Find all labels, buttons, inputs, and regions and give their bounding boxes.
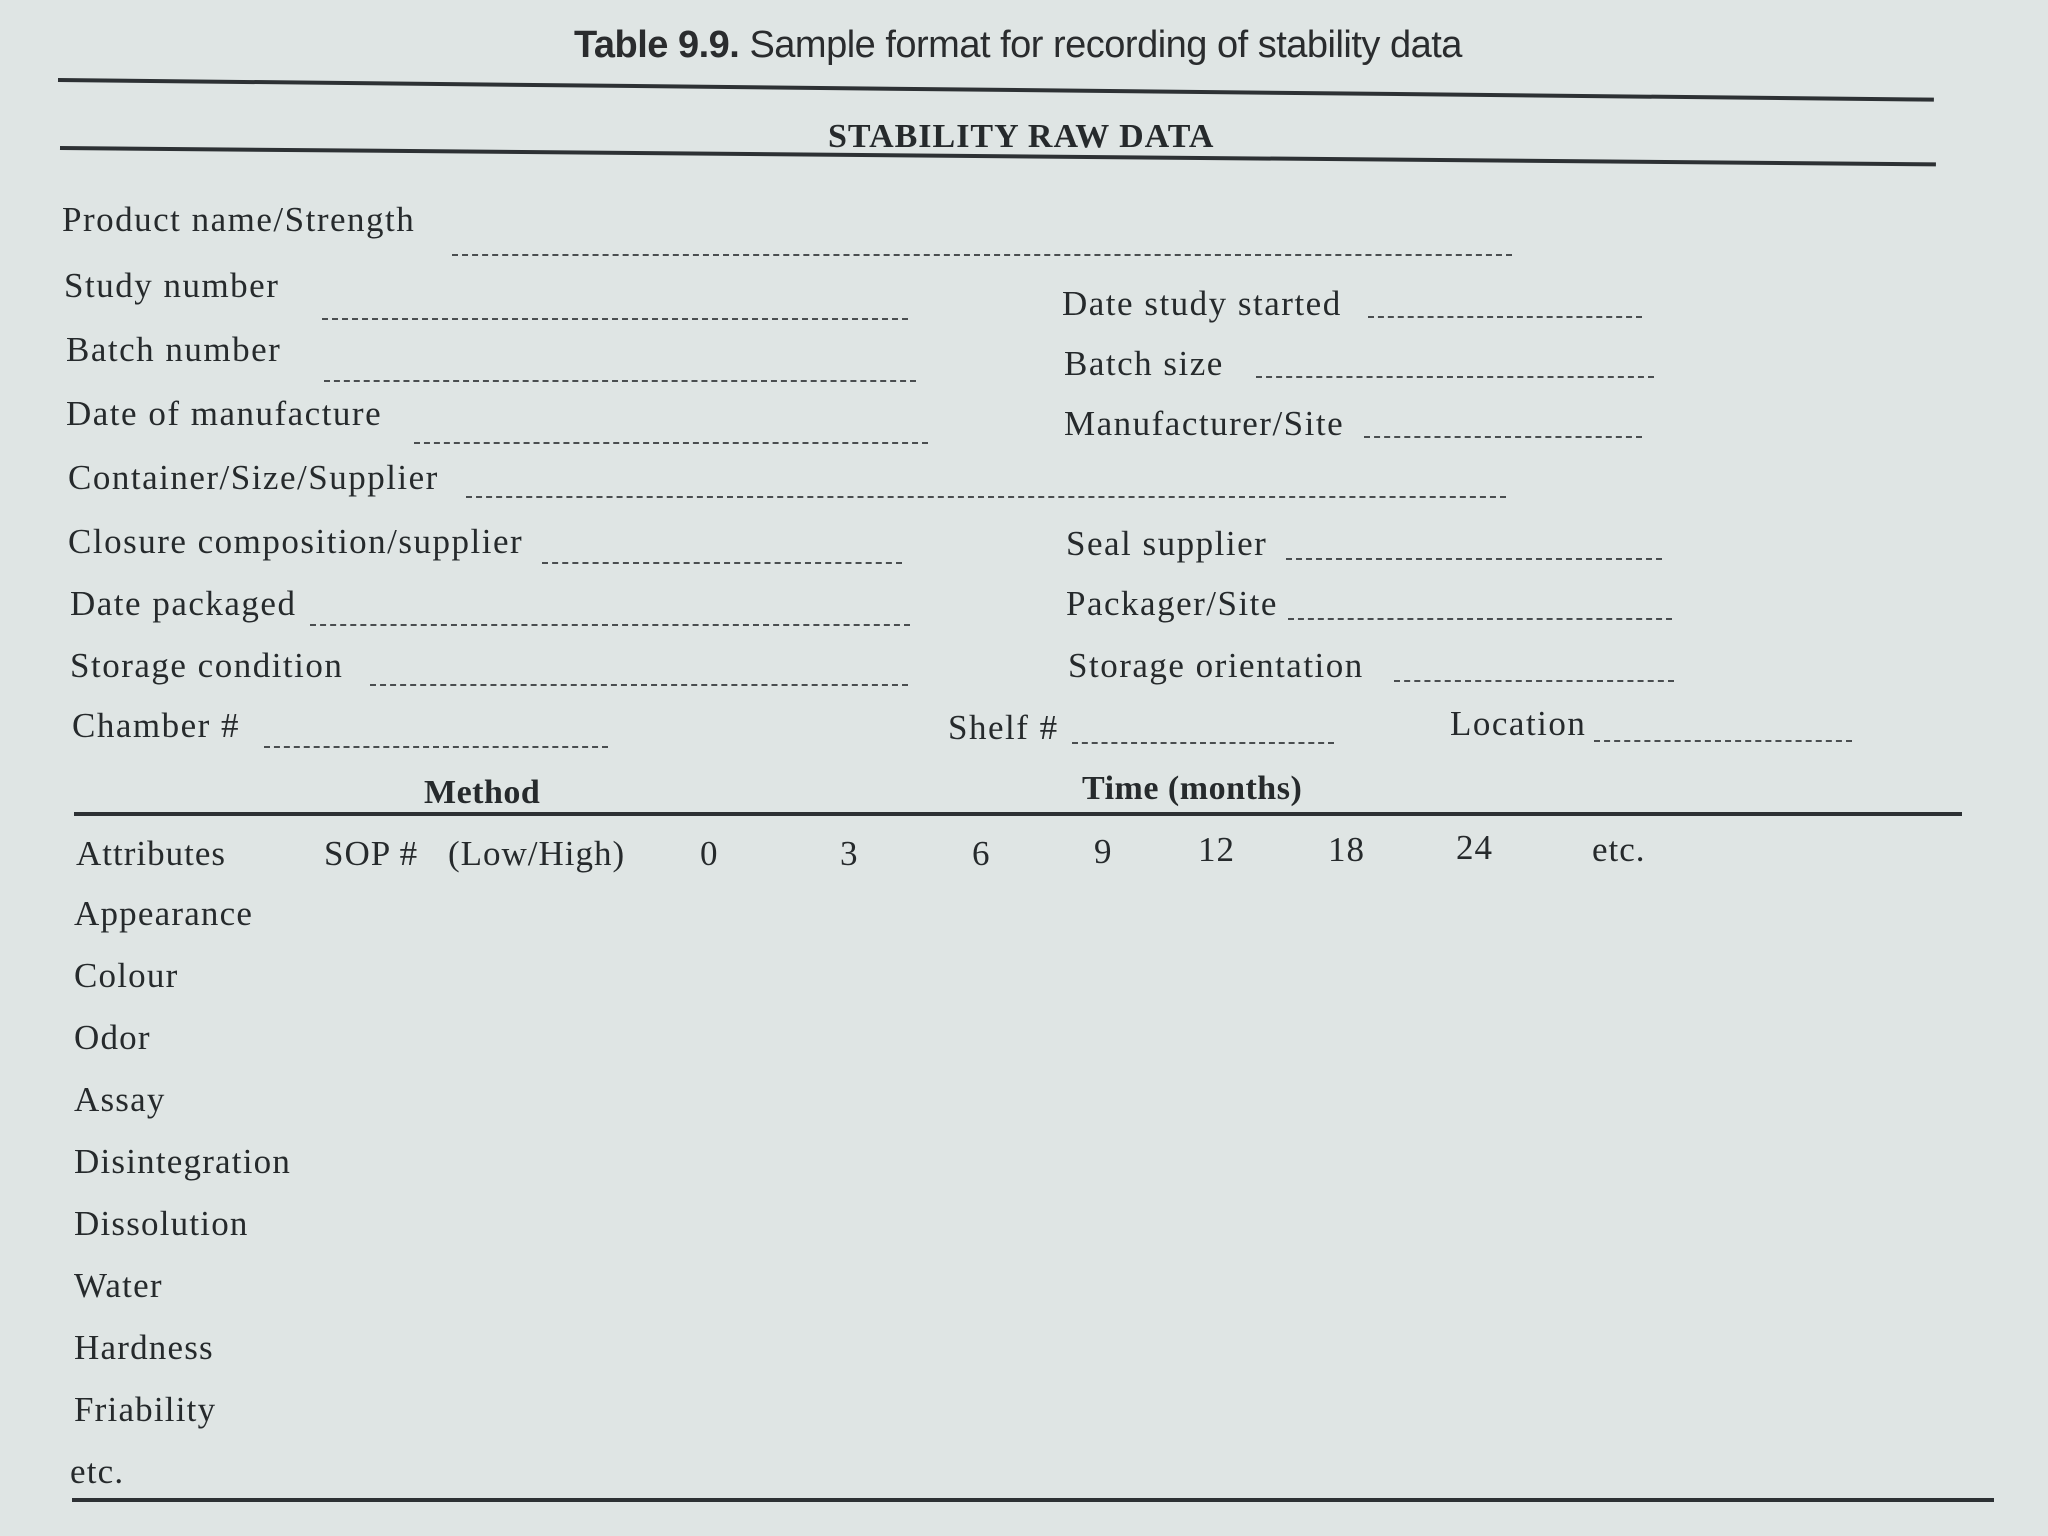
container-label: Container/Size/Supplier (68, 458, 439, 497)
time-header-9: 9 (1094, 832, 1113, 871)
time-header-12: 12 (1198, 830, 1235, 869)
seal-supplier-field[interactable] (1286, 558, 1662, 560)
attribute-row: Friability (74, 1390, 217, 1429)
time-header-3: 3 (840, 834, 859, 873)
chamber-field[interactable] (264, 746, 608, 748)
batch-size-label: Batch size (1064, 344, 1224, 383)
seal-supplier-label: Seal supplier (1066, 524, 1268, 563)
shelf-label: Shelf # (948, 708, 1059, 747)
date-of-manufacture-field[interactable] (414, 442, 928, 444)
time-header-etc: etc. (1592, 830, 1646, 869)
storage-orientation-label: Storage orientation (1068, 646, 1364, 685)
attribute-row: Appearance (74, 894, 254, 933)
storage-condition-label: Storage condition (70, 646, 344, 685)
time-header-6: 6 (972, 834, 991, 873)
closure-field[interactable] (542, 562, 902, 564)
date-packaged-label: Date packaged (70, 584, 297, 623)
attribute-row: Hardness (74, 1328, 214, 1367)
closure-label: Closure composition/supplier (68, 522, 524, 561)
low-high-header: (Low/High) (448, 834, 626, 873)
product-name-field[interactable] (452, 254, 1512, 256)
table-number: Table 9.9. (574, 24, 740, 66)
study-number-field[interactable] (322, 318, 908, 320)
time-header-18: 18 (1328, 830, 1365, 869)
attribute-row: Water (74, 1266, 163, 1305)
form-heading: STABILITY RAW DATA (828, 118, 1215, 155)
manufacturer-site-label: Manufacturer/Site (1064, 404, 1345, 443)
storage-condition-field[interactable] (370, 684, 908, 686)
attributes-header: Attributes (76, 834, 226, 873)
shelf-field[interactable] (1072, 742, 1334, 744)
container-field[interactable] (466, 496, 1506, 498)
date-study-started-field[interactable] (1368, 316, 1642, 318)
batch-size-field[interactable] (1256, 376, 1654, 378)
time-header-0: 0 (700, 834, 719, 873)
table-bottom-rule (72, 1498, 1994, 1502)
manufacturer-site-field[interactable] (1364, 436, 1642, 438)
storage-orientation-field[interactable] (1394, 680, 1674, 682)
date-study-started-label: Date study started (1062, 284, 1342, 323)
table-caption (574, 24, 1462, 67)
packager-site-label: Packager/Site (1066, 584, 1278, 623)
attribute-row: Odor (74, 1018, 151, 1057)
top-rule (58, 78, 1934, 102)
date-of-manufacture-label: Date of manufacture (66, 394, 383, 433)
attribute-row: etc. (70, 1452, 125, 1491)
attribute-row: Colour (74, 956, 179, 995)
product-name-label: Product name/Strength (62, 200, 416, 239)
location-label: Location (1450, 704, 1587, 743)
attribute-row: Assay (74, 1080, 166, 1119)
batch-number-label: Batch number (66, 330, 282, 369)
location-field[interactable] (1594, 740, 1852, 742)
table-header-rule (74, 812, 1962, 816)
table-caption-text: Sample format for recording of stability data (749, 24, 1462, 66)
batch-number-field[interactable] (324, 380, 916, 382)
method-group-header: Method (424, 774, 541, 811)
time-header-24: 24 (1456, 828, 1493, 867)
attribute-row: Disintegration (74, 1142, 292, 1181)
attribute-row: Dissolution (74, 1204, 249, 1243)
packager-site-field[interactable] (1288, 618, 1672, 620)
chamber-label: Chamber # (72, 706, 241, 745)
sop-header: SOP # (324, 834, 419, 873)
date-packaged-field[interactable] (310, 624, 910, 626)
study-number-label: Study number (64, 266, 280, 305)
time-group-header: Time (months) (1082, 770, 1303, 807)
